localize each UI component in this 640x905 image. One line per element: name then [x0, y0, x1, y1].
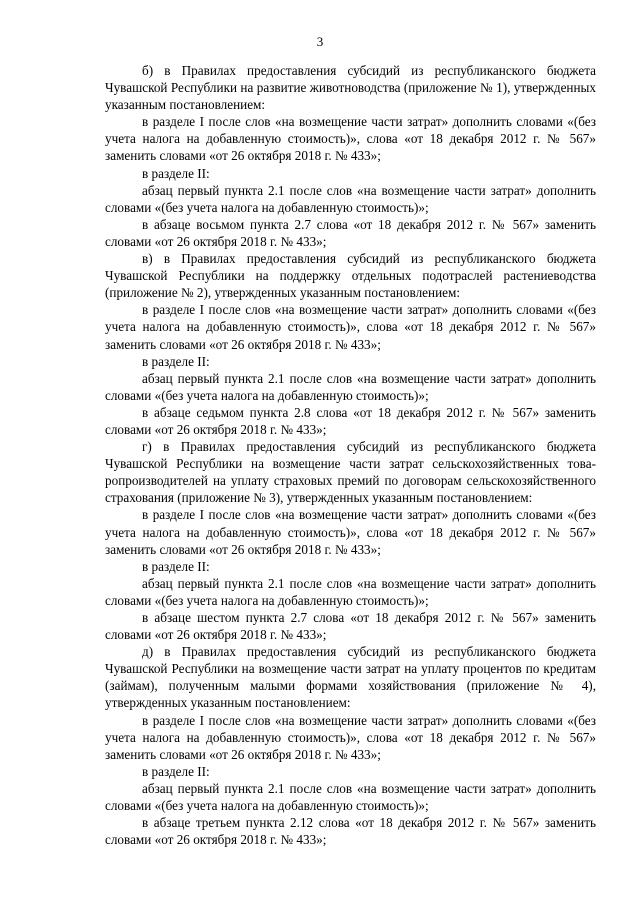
paragraph-d-clause-2-1: абзац первый пункта 2.1 после слов «на возмещение части затрат» дополнить словами «(без учета налога на добавленную стоимость)»; [105, 780, 596, 814]
paragraph-g-intro: г) в Правилах предоставления субсидий из республиканского бюджета Чувашской Республики на возмещение части затрат сельскохозяйственных товаропроизводителей на уплату страховых премий по договорам сельскохозяйственного страхования (приложение № 3), утвержденных указанным постановлением: [105, 439, 596, 506]
paragraph-v-clause-2-8: в абзаце седьмом пункта 2.8 слова «от 18 декабря 2012 г. № 567» заменить словами «от 26 октября 2018 г. № 433»; [105, 404, 596, 437]
paragraph-g-clause-2-1: абзац первый пункта 2.1 после слов «на возмещение части затрат» дополнить словами «(без учета налога на добавленную стоимость)»; [105, 575, 596, 608]
paragraph-b-intro: б) в Правилах предоставления субсидий из республиканского бюджета Чувашской Республики на развитие животноводства (приложение № 1), утвержденных указанным постановлением: [105, 63, 596, 113]
page-number: 3 [316, 34, 324, 49]
paragraph-v-clause-2-1: абзац первый пункта 2.1 после слов «на возмещение части затрат» дополнить словами «(без учета налога на добавленную стоимость)»; [105, 370, 596, 403]
paragraph-g-section-2-heading: в разделе II: [142, 558, 210, 574]
paragraph-b-section-1: в разделе I после слов «на возмещение части затрат» дополнить словами «(без учета налога на добавленную стоимость)», слова «от 18 декабря 2012 г. № 567» заменить словами «от 26 октября 2018 г. № 433»; [105, 114, 596, 164]
paragraph-v-section-2-heading: в разделе II: [142, 353, 210, 369]
paragraph-b-clause-2-1: абзац первый пункта 2.1 после слов «на возмещение части затрат» дополнить словами «(без учета налога на добавленную стоимость)»; [105, 182, 596, 215]
paragraph-b-section-2-heading: в разделе II: [142, 165, 210, 181]
paragraph-g-section-1: в разделе I после слов «на возмещение части затрат» дополнить словами «(без учета налога на добавленную стоимость)», слова «от 18 декабря 2012 г. № 567» заменить словами «от 26 октября 2018 г. № 433»; [105, 507, 596, 557]
paragraph-v-section-1: в разделе I после слов «на возмещение части затрат» дополнить словами «(без учета налога на добавленную стоимость)», слова «от 18 декабря 2012 г. № 567» заменить словами «от 26 октября 2018 г. № 433»; [105, 302, 596, 352]
paragraph-d-section-1: в разделе I после слов «на возмещение части затрат» дополнить словами «(без учета налога на добавленную стоимость)», слова «от 18 декабря 2012 г. № 567» заменить словами «от 26 октября 2018 г. № 433»; [105, 712, 596, 762]
paragraph-d-section-2-heading: в разделе II: [142, 763, 210, 779]
paragraph-d-clause-2-12: в абзаце третьем пункта 2.12 слова «от 18 декабря 2012 г. № 567» заменить словами «от 26 октября 2018 г. № 433»; [105, 815, 596, 848]
paragraph-v-intro: в) в Правилах предоставления субсидий из республиканского бюджета Чувашской Республики на поддержку отдельных подотраслей растениеводства (приложение № 2), утвержденных указанным постановлением: [105, 251, 596, 301]
paragraph-g-clause-2-7: в абзаце шестом пункта 2.7 слова «от 18 декабря 2012 г. № 567» заменить словами «от 26 октября 2018 г. № 433»; [105, 610, 596, 643]
paragraph-b-clause-2-7: в абзаце восьмом пункта 2.7 слова «от 18 декабря 2012 г. № 567» заменить словами «от 26 октября 2018 г. № 433»; [105, 216, 596, 249]
paragraph-d-intro: д) в Правилах предоставления субсидий из республиканского бюджета Чувашской Республики на возмещение части затрат на уплату процентов по кредитам (займам), полученным малыми формами хозяйствования (приложение № 4), утвержденных указанным постановлением: [105, 644, 596, 711]
document-body [105, 62, 596, 848]
